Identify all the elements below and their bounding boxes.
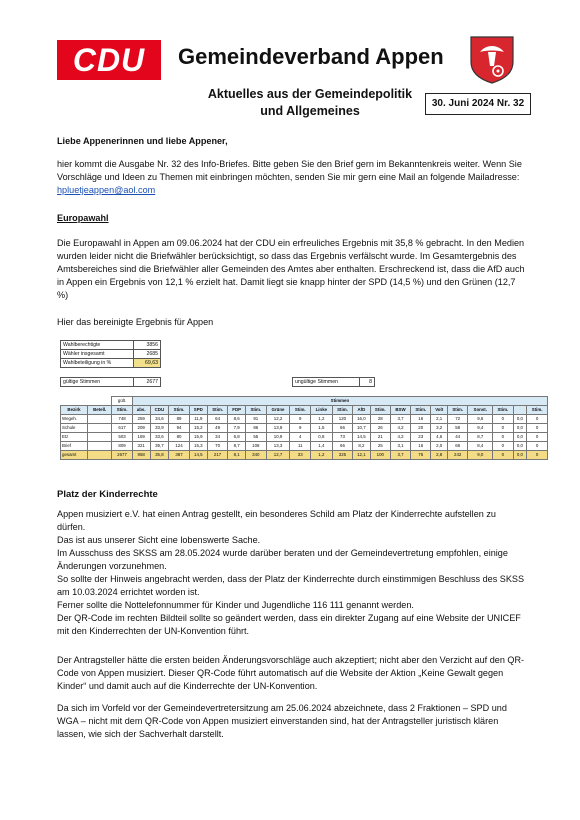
table-header-row xyxy=(61,406,548,415)
table-cell: 33 xyxy=(290,451,311,460)
stat-value: 3856 xyxy=(134,341,161,350)
column-header: AfD xyxy=(353,406,370,415)
table-cell: 75 xyxy=(410,451,431,460)
table-cell: 44 xyxy=(447,433,468,442)
table-cell: 8,2 xyxy=(353,442,370,451)
district-cell: Brief xyxy=(61,442,88,451)
table-cell: 15,2 xyxy=(189,424,207,433)
table-cell: 321 xyxy=(132,442,150,451)
table-cell: 1,2 xyxy=(311,451,333,460)
table-cell: 108 xyxy=(246,442,267,451)
email-link[interactable]: hpluetjeappen@aol.com xyxy=(57,185,156,195)
district-cell: Etz xyxy=(61,433,88,442)
table-cell: 387 xyxy=(169,451,190,460)
column-header: Stim. xyxy=(207,406,228,415)
table-cell: 2,0 xyxy=(431,442,447,451)
kinderrechte-paragraph-2: Der Antragsteller hätte die ersten beiden Änderungsvorschläge auch akzeptiert; nicht aber den Verzicht auf den QR-Code von Appen musiziert. Dieser QR-Code führt automatisch auf die Website der Aktion „Keine Gewalt gegen Kinder“ und damit auch auf die Kinderrechte der UN-Konvention. xyxy=(57,655,525,691)
table-cell: 39,7 xyxy=(150,442,169,451)
table-cell: 13,3 xyxy=(266,442,290,451)
invalid-votes-table xyxy=(292,377,375,387)
greeting: Liebe Appenerinnen und liebe Appener, xyxy=(57,136,228,146)
table-cell: 9,6 xyxy=(468,415,493,424)
table-row xyxy=(61,415,548,424)
table-cell: 242 xyxy=(447,451,468,460)
table-cell: 0 xyxy=(527,424,548,433)
column-header: Bezirk xyxy=(61,406,88,415)
table-cell: 9,0 xyxy=(468,451,493,460)
column-header: CDU xyxy=(150,406,169,415)
column-header: Stim. xyxy=(410,406,431,415)
table-cell: 0 xyxy=(527,415,548,424)
table-cell: 58 xyxy=(447,424,468,433)
district-cell: gesamt xyxy=(61,451,88,460)
table-cell: 13,9 xyxy=(266,424,290,433)
table-cell: 70 xyxy=(207,442,228,451)
result-intro: Hier das bereinigte Ergebnis für Appen xyxy=(57,317,214,327)
column-header: Volt xyxy=(431,406,447,415)
table-cell: 25 xyxy=(370,442,391,451)
table-cell: 0 xyxy=(527,442,548,451)
table-row xyxy=(61,451,548,460)
table-cell: 0,0 xyxy=(513,433,527,442)
column-header xyxy=(513,406,527,415)
column-header: Sonst. xyxy=(468,406,493,415)
table-cell xyxy=(88,442,112,451)
district-cell: Schule xyxy=(61,424,88,433)
table-cell: 259 xyxy=(132,415,150,424)
table-cell: 120 xyxy=(332,415,353,424)
table-cell: 2,1 xyxy=(431,415,447,424)
table-cell: 91 xyxy=(246,415,267,424)
table-cell: 66 xyxy=(332,424,353,433)
invalid-votes-value: 8 xyxy=(360,378,375,387)
table-cell: 28 xyxy=(370,415,391,424)
column-header: Linke xyxy=(311,406,333,415)
results-table xyxy=(60,396,548,460)
column-header: FDP xyxy=(228,406,246,415)
table-group-header xyxy=(61,397,548,406)
table-cell: 72 xyxy=(447,415,468,424)
table-cell: 12,7 xyxy=(266,451,290,460)
district-cell: Wegeh. xyxy=(61,415,88,424)
table-cell: 100 xyxy=(370,451,391,460)
table-cell: 8,6 xyxy=(228,415,246,424)
group-header-valid: gült. xyxy=(112,397,133,406)
kinderrechte-paragraph: Ferner sollte die Nottelefonnummer für Kinder und Jugendliche 116 111 genannt werden. xyxy=(57,600,414,610)
stat-label: Wahlberechtigte xyxy=(61,341,134,350)
cdu-logo: CDU xyxy=(57,40,161,80)
table-cell: 169 xyxy=(132,433,150,442)
table-row xyxy=(61,359,161,368)
stat-value: 2685 xyxy=(134,350,161,359)
table-cell: 8,1 xyxy=(228,451,246,460)
table-cell: 49 xyxy=(207,424,228,433)
column-header: Stim. xyxy=(169,406,190,415)
table-cell: 14,5 xyxy=(189,451,207,460)
table-cell: 958 xyxy=(132,451,150,460)
table-cell: 1,5 xyxy=(311,424,333,433)
table-cell: 10,7 xyxy=(353,424,370,433)
table-row xyxy=(61,424,548,433)
table-cell: 217 xyxy=(207,451,228,460)
stat-value: 69,63 xyxy=(134,359,161,368)
table-cell: 503 xyxy=(112,433,133,442)
kinderrechte-block-1 xyxy=(57,508,525,638)
table-cell: 2,8 xyxy=(431,451,447,460)
table-cell: 4 xyxy=(290,433,311,442)
table-cell: 33,6 xyxy=(150,433,169,442)
table-cell: 35,8 xyxy=(150,451,169,460)
column-header: Stim. xyxy=(527,406,548,415)
valid-votes-value: 2677 xyxy=(134,378,161,387)
table-row xyxy=(61,378,161,387)
page-title: Gemeindeverband Appen xyxy=(178,44,444,69)
column-header: SPD xyxy=(189,406,207,415)
europawahl-paragraph: Die Europawahl in Appen am 09.06.2024 hat der CDU ein erfreuliches Ergebnis mit 35,8 % gebracht. In den Medien wurden leider nicht die Briefwähler berücksichtigt, so dass das Ergebnis verfälscht wurde. Im Gesamtergebnis des Amtsbereiches sind die Briefwähler aller Gemeinden des Amtes aber enthalten. Erschreckend ist, dass die AfD auch in Appen ein Ergebnis von 12,1 % erzielt hat. Damit liegt sie knapp hinter der SPD (14,5 %) und den Grünen (12,7 %) xyxy=(57,238,525,300)
column-header: Stim. xyxy=(246,406,267,415)
table-cell: 7,9 xyxy=(228,424,246,433)
stat-label: Wahlbeteiligung in % xyxy=(61,359,134,368)
table-cell: 16 xyxy=(410,415,431,424)
table-cell: 11,9 xyxy=(189,415,207,424)
table-cell: 6,8 xyxy=(228,433,246,442)
table-cell: 209 xyxy=(132,424,150,433)
table-cell: 64 xyxy=(207,415,228,424)
table-cell: 66 xyxy=(332,442,353,451)
section-heading-kinderrechte: Platz der Kinderrechte xyxy=(57,489,158,500)
table-cell: 0 xyxy=(493,424,514,433)
table-cell: 10,9 xyxy=(266,433,290,442)
column-header: Stim. xyxy=(112,406,133,415)
table-cell xyxy=(88,415,112,424)
table-cell: 3,7 xyxy=(391,451,411,460)
table-cell: 12,2 xyxy=(266,415,290,424)
issue-badge: 30. Juni 2024 Nr. 32 xyxy=(425,93,531,115)
intro-text: hier kommt die Ausgabe Nr. 32 des Info-Briefes. Bitte geben Sie den Brief gern im Bekanntenkreis weiter. Wenn Sie Vorschläge und Ideen zu Themen mit einbringen möchten, senden Sie mir gern eine Mail an folgende Mailadresse: xyxy=(57,159,522,182)
table-cell: 0,0 xyxy=(513,415,527,424)
table-cell: 16 xyxy=(410,442,431,451)
table-cell: 809 xyxy=(112,442,133,451)
table-cell: 0 xyxy=(493,433,514,442)
table-cell: 8,4 xyxy=(468,442,493,451)
table-cell xyxy=(88,424,112,433)
column-header: abs. xyxy=(132,406,150,415)
subtitle xyxy=(190,86,430,120)
table-cell: 0,0 xyxy=(513,451,527,460)
coat-of-arms-icon xyxy=(468,34,516,84)
table-cell: 23 xyxy=(410,433,431,442)
column-header: Stim. xyxy=(370,406,391,415)
table-cell: 9 xyxy=(290,415,311,424)
column-header: Stim. xyxy=(447,406,468,415)
group-header-votes: Stimmen xyxy=(132,397,547,406)
intro-paragraph xyxy=(57,158,525,197)
kinderrechte-paragraph: Im Ausschuss des SKSS am 28.05.2024 wurde darüber beraten und der Gemeindevertretung empfohlen, einige Änderungen vorzunehmen. xyxy=(57,548,508,571)
table-cell: 325 xyxy=(332,451,353,460)
table-cell: 9 xyxy=(290,424,311,433)
table-cell: 11 xyxy=(290,442,311,451)
turnout-table xyxy=(60,340,161,368)
table-cell xyxy=(88,433,112,442)
table-cell: 9,4 xyxy=(468,424,493,433)
table-cell: 55 xyxy=(246,433,267,442)
valid-votes-label: gültige Stimmen xyxy=(61,378,134,387)
kinderrechte-paragraph: So sollte der Hinweis angebracht werden, dass der Platz der Kinderrechte durch einstimmigen Beschluss des SKSS am 10.03.2024 errichtet worden ist. xyxy=(57,574,525,597)
subtitle-line-2: und Allgemeines xyxy=(260,104,360,118)
table-cell: 748 xyxy=(112,415,133,424)
column-header: Stim. xyxy=(493,406,514,415)
table-row xyxy=(61,433,548,442)
table-cell: 34 xyxy=(207,433,228,442)
table-cell: 2677 xyxy=(112,451,133,460)
table-cell: 73 xyxy=(332,433,353,442)
table-cell: 0 xyxy=(493,415,514,424)
table-cell: 68 xyxy=(447,442,468,451)
subtitle-line-1: Aktuelles aus der Gemeindepolitik xyxy=(207,87,413,101)
column-header: BSW xyxy=(391,406,411,415)
table-cell: 26 xyxy=(370,424,391,433)
table-cell: 34,6 xyxy=(150,415,169,424)
column-header: Grüne xyxy=(266,406,290,415)
kinderrechte-paragraph: Das ist aus unserer Sicht eine lobenswerte Sache. xyxy=(57,535,261,545)
table-cell: 0,0 xyxy=(513,424,527,433)
table-cell: 86 xyxy=(246,424,267,433)
table-cell: 0 xyxy=(527,451,548,460)
table-cell: 89 xyxy=(169,415,190,424)
invalid-votes-label: ungültige Stimmen xyxy=(293,378,360,387)
table-cell: 0 xyxy=(527,433,548,442)
table-cell: 0,0 xyxy=(513,442,527,451)
table-cell: 4,6 xyxy=(431,433,447,442)
table-cell: 3,7 xyxy=(391,415,411,424)
table-cell: 3,1 xyxy=(391,442,411,451)
table-cell: 33,9 xyxy=(150,424,169,433)
table-cell: 21 xyxy=(370,433,391,442)
table-cell: 4,2 xyxy=(391,424,411,433)
table-cell xyxy=(88,451,112,460)
table-cell: 12,1 xyxy=(353,451,370,460)
table-row xyxy=(61,350,161,359)
table-row xyxy=(293,378,375,387)
stat-label: Wähler insgesamt xyxy=(61,350,134,359)
table-cell: 1,4 xyxy=(311,442,333,451)
column-header: Betell. xyxy=(88,406,112,415)
table-cell: 94 xyxy=(169,424,190,433)
table-cell: 20 xyxy=(410,424,431,433)
table-cell: 16,0 xyxy=(353,415,370,424)
table-cell: 0,8 xyxy=(311,433,333,442)
table-cell: 3,2 xyxy=(431,424,447,433)
table-cell: 8,7 xyxy=(468,433,493,442)
table-cell: 15,3 xyxy=(189,442,207,451)
table-row xyxy=(61,341,161,350)
results-body xyxy=(61,415,548,460)
table-cell: 340 xyxy=(246,451,267,460)
column-header: Stim. xyxy=(290,406,311,415)
table-cell: 14,5 xyxy=(353,433,370,442)
table-cell: 80 xyxy=(169,433,190,442)
table-cell: 0 xyxy=(493,442,514,451)
column-header: Stim. xyxy=(332,406,353,415)
valid-votes-table xyxy=(60,377,161,387)
table-row xyxy=(61,442,548,451)
table-cell: 617 xyxy=(112,424,133,433)
table-cell: 8,7 xyxy=(228,442,246,451)
table-cell: 4,2 xyxy=(391,433,411,442)
kinderrechte-paragraph: Der QR-Code im rechten Bildteil sollte so geändert werden, dass ein direkter Zugang auf eine Website der UNICEF mit den Kinderrechten der UN-Konvention führt. xyxy=(57,613,521,636)
table-cell: 124 xyxy=(169,442,190,451)
section-heading-europawahl: Europawahl xyxy=(57,213,109,223)
table-cell: 0 xyxy=(493,451,514,460)
kinderrechte-paragraph-3: Da sich im Vorfeld vor der Gemeindevertretersitzung am 25.06.2024 abzeichnete, dass 2 Fraktionen – SPD und WGA – nicht mit dem QR-Code von Appen musiziert einverstanden sind, hat der Antragsteller juristisch klären lassen, wie sich der Sachverhalt darstellt. xyxy=(57,703,507,739)
kinderrechte-paragraph: Appen musiziert e.V. hat einen Antrag gestellt, ein besonderes Schild am Platz der Kinderrechte aufstellen zu dürfen. xyxy=(57,509,496,532)
table-cell: 1,2 xyxy=(311,415,333,424)
table-cell: 15,9 xyxy=(189,433,207,442)
